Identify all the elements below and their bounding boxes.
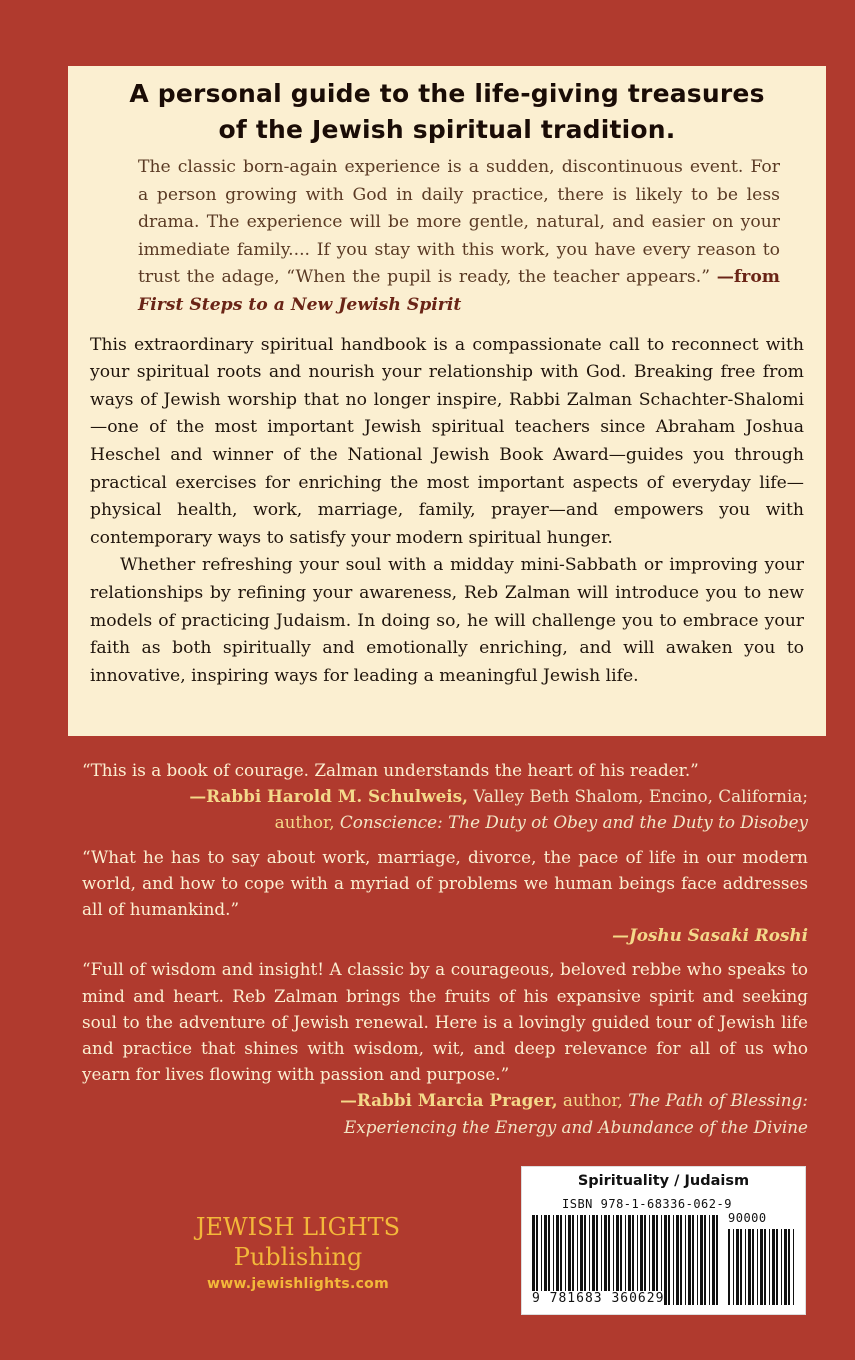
headline [90,76,804,148]
description-paragraph-1: This extraordinary spiritual handbook is a compassionate call to reconnect with your spiritual roots and nourish your relationship with God. Breaking free from ways of Jewish worship that no longer inspire, Rabbi Zalman Schachter-Shalomi—one of the most important Jewish spiritual teachers since Abraham Joshua Heschel and winner of the National Jewish Book Award—guides you through practical exercises for enriching the most important aspects of everyday life—physical health, work, marriage, family, prayer—and empowers you with contemporary ways to satisfy your modern spiritual hunger. [90,334,804,548]
barcode-bar [733,1229,734,1305]
quote-text: “Full of wisdom and insight! A classic by a courageous, beloved rebbe who speaks to mind and heart. Reb Zalman brings the fruits of his expansive spirit and seeking soul to the adventure of Jewish renewal. Here is a lovingly guided tour of Jewish life and practice that shines with wisdom, wit, and deep relevance for all of us who yearn for lives flowing with passion and purpose.” [82,959,808,1085]
barcode-bar [776,1229,778,1305]
endorsement-prager [82,956,808,1139]
barcode-bar [688,1215,691,1305]
quote-affiliation: Valley Beth Shalom, Encino, California; [473,786,808,807]
quote-book-title: Conscience: The Duty ot Obey and the Duty to Disobey [339,812,808,833]
quote-author: —Rabbi Harold M. Schulweis, [189,786,468,807]
barcode-bar [764,1229,766,1305]
price-code: 90000 [728,1211,767,1225]
barcode-bar [704,1215,706,1305]
barcode-bar [668,1215,670,1305]
quote-text: “What he has to say about work, marriage, divorce, the pace of life in our modern world, and how to cope with a myriad of problems we human beings face addresses all of humankind.” [82,846,808,920]
quote-attribution [82,783,808,835]
description-paragraph-2: Whether refreshing your soul with a midday mini-Sabbath or improving your relationships by refining your awareness, Reb Zalman will introduce you to new models of practicing Judaism. In doing so, he will challenge you to embrace your faith as both spiritually and emotionally enriching, and will awaken you to innovative, inspiring ways for leading a meaningful Jewish life. [90,555,804,686]
endorsement-schulweis [82,757,808,836]
quote-book-subtitle: Experiencing the Energy and Abundance of the Divine [343,1116,808,1137]
barcode-bar [772,1229,775,1305]
excerpt-text: The classic born-again experience is a sudden, discontinuous event. For a person growing with God in daily practice, there is likely to be less drama. The experience will be more gentle, natural, and easier on your immediate family.... If you stay with this work, you have every reason to trust the adage, “When the pupil is ready, the teacher appears.” [138,157,780,288]
barcode-bar [680,1215,682,1305]
barcode-bar [736,1229,739,1305]
isbn-text: ISBN 978-1-68336-062-9 [562,1197,732,1211]
barcode-bar [781,1229,782,1305]
quote-author: —Joshu Sasaki Roshi [612,925,808,946]
barcode-category: Spirituality / Judaism [577,1173,750,1189]
quote-attribution [82,1087,808,1139]
barcode-bar [685,1215,686,1305]
excerpt-source-title: First Steps to a New Jewish Spirit [138,294,462,315]
endorsement-roshi [82,844,808,949]
barcode-bar [712,1215,715,1305]
barcode-box [521,1166,806,1315]
barcode-bar [728,1229,730,1305]
headline-line-1: A personal guide to the life-giving treasures [129,79,765,108]
quote-attribution [82,922,808,948]
barcode-bar [716,1215,718,1305]
barcode-digits: 9 781683 360629 [532,1291,665,1306]
barcode-bar [784,1229,787,1305]
barcode-bar [676,1215,679,1305]
barcode-bar [793,1229,794,1305]
barcode-bar [673,1215,674,1305]
quote-book-title: The Path of Blessing: [628,1090,808,1111]
quote-role: author, [562,1090,623,1111]
barcode-bar [664,1215,667,1305]
barcode-bar [757,1229,758,1305]
excerpt-source-lead: —from [716,267,780,288]
publisher-url: www.jewishlights.com [207,1276,389,1292]
publisher-name: JEWISH LIGHTS Publishing [195,1213,401,1271]
publisher-block [138,1212,458,1292]
barcode-bar [700,1215,703,1305]
barcode-bar [697,1215,698,1305]
barcode-bar [752,1229,754,1305]
description-panel [68,66,826,736]
barcode-bar [760,1229,763,1305]
barcode-bar [745,1229,746,1305]
barcode-bar [740,1229,742,1305]
barcode-bar [748,1229,751,1305]
quote-author: —Rabbi Marcia Prager, [340,1090,558,1111]
endorsements [82,757,808,1148]
headline-line-2: of the Jewish spiritual tradition. [218,115,676,144]
quote-role: author, [274,812,335,833]
quote-text: “This is a book of courage. Zalman understands the heart of his reader.” [82,760,699,780]
barcode-bar [769,1229,770,1305]
barcode-bar [788,1229,790,1305]
barcode-bar [692,1215,694,1305]
barcode-bar [709,1215,710,1305]
book-excerpt [138,154,780,320]
